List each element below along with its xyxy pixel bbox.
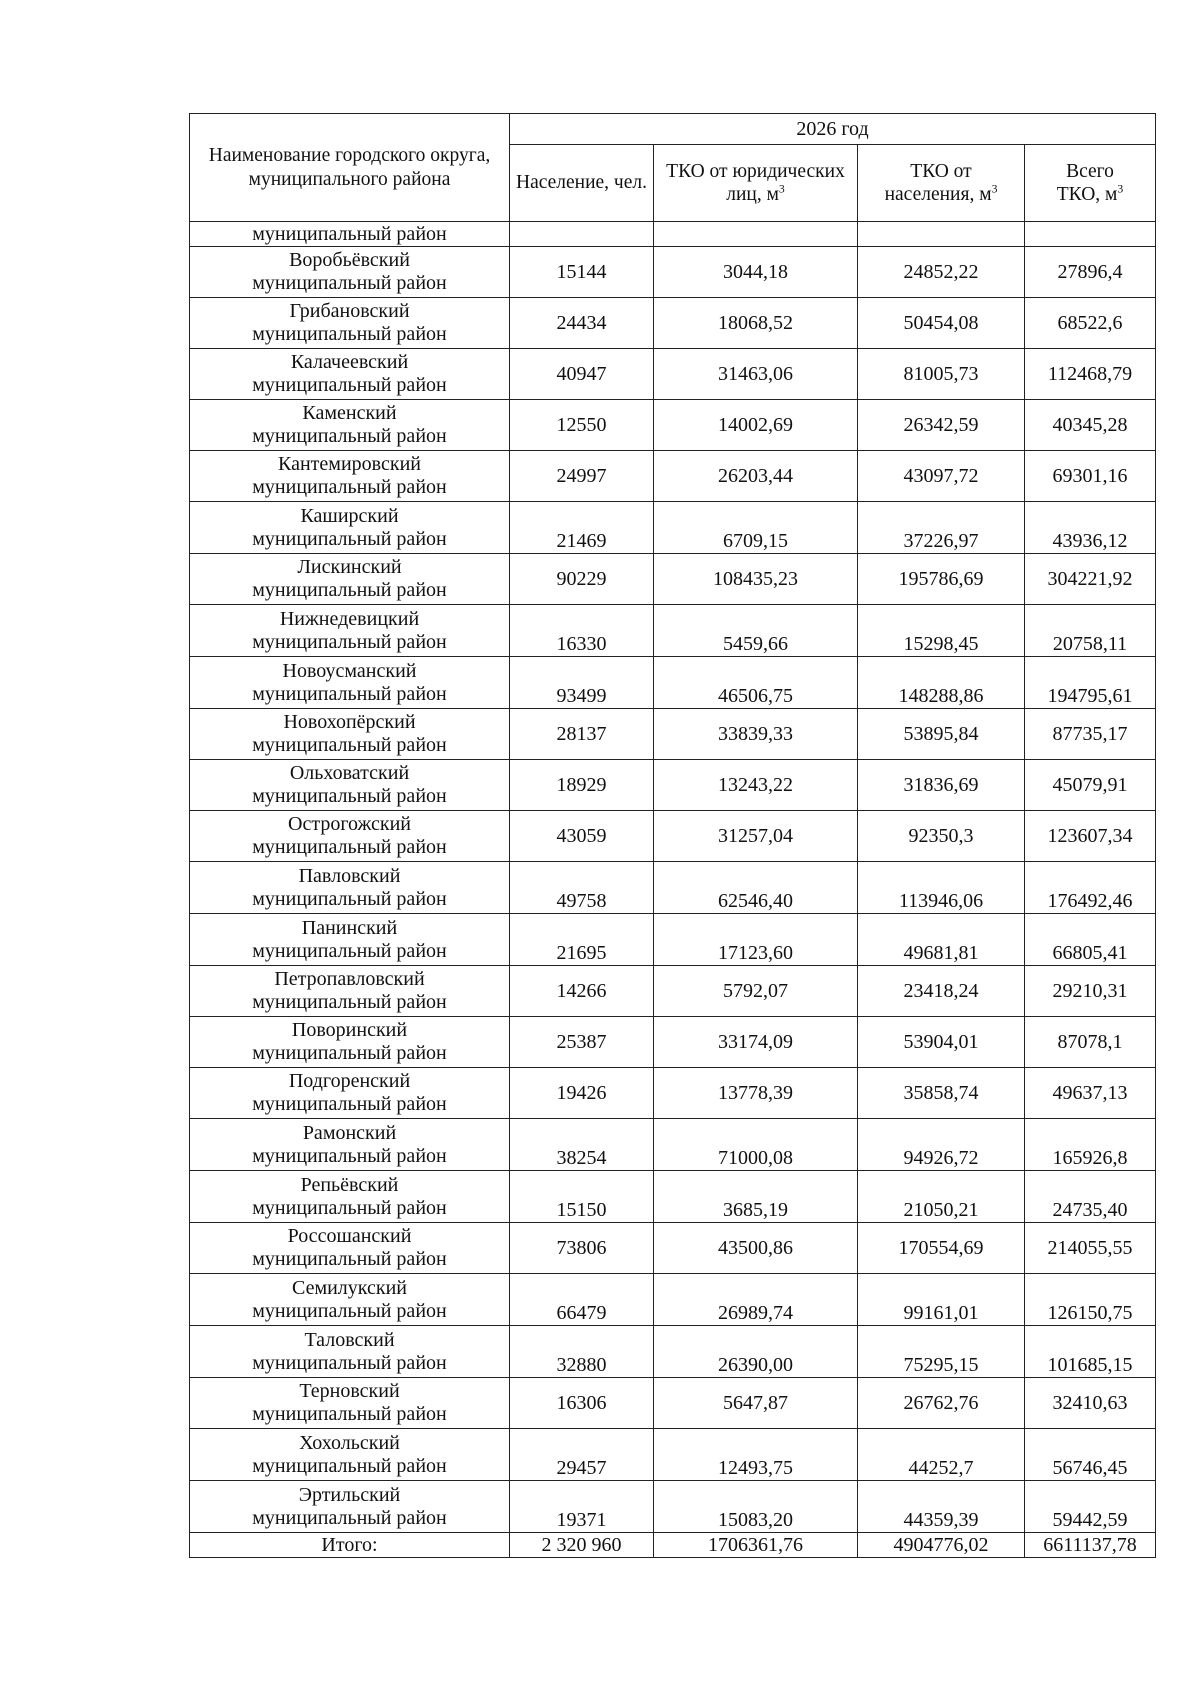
table-row bbox=[190, 657, 1156, 709]
total-waste-cell: 59442,59 bbox=[1025, 1481, 1156, 1533]
population-cell: 21469 bbox=[510, 502, 654, 554]
legal-waste-cell: 6709,15 bbox=[654, 502, 858, 554]
population-cell: 14266 bbox=[510, 966, 654, 1017]
total-waste-cell: 24735,40 bbox=[1025, 1171, 1156, 1223]
population-cell: 43059 bbox=[510, 811, 654, 862]
total-label: Итого: bbox=[190, 1533, 510, 1558]
municipality-name-line2: муниципальный район bbox=[252, 425, 447, 447]
municipality-name-line2: муниципальный район bbox=[252, 1042, 447, 1064]
legal-waste-cell: 18068,52 bbox=[654, 298, 858, 349]
population-cell: 40947 bbox=[510, 349, 654, 400]
municipality-name-line1: Хохольский bbox=[299, 1431, 400, 1454]
total-waste-cell: 49637,13 bbox=[1025, 1068, 1156, 1119]
table-row bbox=[190, 1171, 1156, 1223]
table-row bbox=[190, 1274, 1156, 1326]
population-cell: 32880 bbox=[510, 1326, 654, 1378]
residents-waste-cell: 195786,69 bbox=[858, 554, 1025, 605]
total-all-waste: 6611137,78 bbox=[1025, 1533, 1156, 1558]
municipality-name-line2: муниципальный район bbox=[252, 1454, 447, 1477]
table-row bbox=[190, 502, 1156, 554]
legal-waste-cell: 71000,08 bbox=[654, 1119, 858, 1171]
cube-superscript: 3 bbox=[1117, 182, 1124, 196]
table-row bbox=[190, 1326, 1156, 1378]
legal-waste-cell: 46506,75 bbox=[654, 657, 858, 709]
municipality-name-line1: Терновский bbox=[299, 1380, 400, 1402]
municipality-name-line2: муниципальный район bbox=[252, 836, 447, 858]
residents-waste-cell: 23418,24 bbox=[858, 966, 1025, 1017]
legal-waste-cell: 5792,07 bbox=[654, 966, 858, 1017]
total-row bbox=[190, 1533, 1156, 1558]
legal-waste-cell: 5459,66 bbox=[654, 605, 858, 657]
legal-waste-cell: 33839,33 bbox=[654, 709, 858, 760]
residents-waste-cell: 37226,97 bbox=[858, 502, 1025, 554]
population-cell: 38254 bbox=[510, 1119, 654, 1171]
residents-waste-cell: 148288,86 bbox=[858, 657, 1025, 709]
total-waste-cell: 56746,45 bbox=[1025, 1429, 1156, 1481]
municipality-name-line2: муниципальный район bbox=[252, 323, 447, 345]
legal-waste-cell: 26390,00 bbox=[654, 1326, 858, 1378]
legal-waste-cell: 12493,75 bbox=[654, 1429, 858, 1481]
municipality-name-line1: Эртильский bbox=[298, 1483, 401, 1506]
population-cell: 90229 bbox=[510, 554, 654, 605]
municipality-name bbox=[190, 966, 510, 1017]
municipality-name-line1: Таловский bbox=[304, 1328, 395, 1351]
municipality-name-line1: Грибановский bbox=[289, 300, 410, 322]
legal-waste-cell: 3044,18 bbox=[654, 247, 858, 298]
municipality-name-line2: муниципальный район bbox=[252, 1144, 447, 1167]
municipality-column-header: Наименование городского округа, муниципального района bbox=[190, 114, 510, 222]
empty-cell bbox=[654, 222, 858, 247]
municipality-name bbox=[190, 605, 510, 657]
municipality-name bbox=[190, 760, 510, 811]
table-row bbox=[190, 554, 1156, 605]
residents-waste-cell: 44252,7 bbox=[858, 1429, 1025, 1481]
total-legal-waste: 1706361,76 bbox=[654, 1533, 858, 1558]
residents-waste-cell: 81005,73 bbox=[858, 349, 1025, 400]
population-cell: 29457 bbox=[510, 1429, 654, 1481]
municipality-name-line1: Каменский bbox=[302, 402, 397, 424]
municipality-name-line2: муниципальный район bbox=[252, 1351, 447, 1374]
population-cell: 24434 bbox=[510, 298, 654, 349]
cube-superscript: 3 bbox=[778, 182, 785, 196]
municipality-name-line1: Репьёвский bbox=[300, 1173, 399, 1196]
population-cell: 28137 bbox=[510, 709, 654, 760]
municipality-name-line2: муниципальный район bbox=[252, 734, 447, 756]
municipality-name bbox=[190, 1171, 510, 1223]
municipality-name-line1: Нижнедевицкий bbox=[279, 607, 420, 630]
municipality-name bbox=[190, 1429, 510, 1481]
legal-waste-cell: 33174,09 bbox=[654, 1017, 858, 1068]
table-row bbox=[190, 400, 1156, 451]
continuation-label: муниципальный район bbox=[190, 222, 510, 247]
legal-waste-cell: 5647,87 bbox=[654, 1378, 858, 1429]
population-cell: 24997 bbox=[510, 451, 654, 502]
residents-waste-cell: 53895,84 bbox=[858, 709, 1025, 760]
year-header: 2026 год bbox=[510, 114, 1156, 145]
municipality-name-line2: муниципальный район bbox=[252, 579, 447, 601]
waste-volume-table bbox=[189, 113, 1156, 1558]
table-row bbox=[190, 298, 1156, 349]
municipality-name-line2: муниципальный район bbox=[252, 939, 447, 962]
legal-waste-cell: 26989,74 bbox=[654, 1274, 858, 1326]
municipality-name bbox=[190, 1481, 510, 1533]
continuation-row bbox=[190, 222, 1156, 247]
population-cell: 19371 bbox=[510, 1481, 654, 1533]
municipality-name-line2: муниципальный район bbox=[252, 1248, 447, 1270]
municipality-name-line1: Петропавловский bbox=[274, 968, 425, 990]
table-row bbox=[190, 1119, 1156, 1171]
table-row bbox=[190, 914, 1156, 966]
total-waste-column-header bbox=[1025, 145, 1156, 222]
municipality-name-line1: Павловский bbox=[298, 864, 401, 887]
municipality-name bbox=[190, 811, 510, 862]
municipality-name bbox=[190, 298, 510, 349]
population-cell: 66479 bbox=[510, 1274, 654, 1326]
municipality-name bbox=[190, 1017, 510, 1068]
residents-waste-cell: 49681,81 bbox=[858, 914, 1025, 966]
population-cell: 18929 bbox=[510, 760, 654, 811]
total-waste-cell: 165926,8 bbox=[1025, 1119, 1156, 1171]
municipality-name-line1: Подгоренский bbox=[288, 1070, 411, 1092]
municipality-name-line2: муниципальный район bbox=[252, 1506, 447, 1529]
municipality-name-line2: муниципальный район bbox=[252, 476, 447, 498]
municipality-name bbox=[190, 502, 510, 554]
municipality-name bbox=[190, 914, 510, 966]
municipality-name-line1: Ольховатский bbox=[289, 762, 410, 784]
table-row bbox=[190, 1223, 1156, 1274]
population-cell: 16306 bbox=[510, 1378, 654, 1429]
residents-waste-cell: 44359,39 bbox=[858, 1481, 1025, 1533]
municipality-name bbox=[190, 1326, 510, 1378]
residents-waste-cell: 26342,59 bbox=[858, 400, 1025, 451]
empty-cell bbox=[1025, 222, 1156, 247]
residents-waste-cell: 24852,22 bbox=[858, 247, 1025, 298]
municipality-name bbox=[190, 709, 510, 760]
legal-header-line1: ТКО от юридических bbox=[666, 160, 845, 182]
municipality-name-line1: Каширский bbox=[300, 504, 399, 527]
total-waste-cell: 194795,61 bbox=[1025, 657, 1156, 709]
residents-waste-column-header bbox=[858, 145, 1025, 222]
residents-waste-cell: 113946,06 bbox=[858, 862, 1025, 914]
municipality-name bbox=[190, 400, 510, 451]
municipality-name-line1: Новохопёрский bbox=[283, 711, 416, 733]
legal-waste-cell: 31463,06 bbox=[654, 349, 858, 400]
legal-waste-cell: 26203,44 bbox=[654, 451, 858, 502]
total-waste-cell: 32410,63 bbox=[1025, 1378, 1156, 1429]
total-waste-cell: 27896,4 bbox=[1025, 247, 1156, 298]
total-population: 2 320 960 bbox=[510, 1533, 654, 1558]
total-waste-cell: 87735,17 bbox=[1025, 709, 1156, 760]
table-row bbox=[190, 1481, 1156, 1533]
population-cell: 15150 bbox=[510, 1171, 654, 1223]
population-cell: 15144 bbox=[510, 247, 654, 298]
legal-waste-cell: 14002,69 bbox=[654, 400, 858, 451]
municipality-name-line2: муниципальный район bbox=[252, 682, 447, 705]
total-waste-cell: 69301,16 bbox=[1025, 451, 1156, 502]
municipality-name-line1: Рамонский bbox=[302, 1121, 397, 1144]
residents-waste-cell: 26762,76 bbox=[858, 1378, 1025, 1429]
municipality-name bbox=[190, 1378, 510, 1429]
legal-waste-cell: 3685,19 bbox=[654, 1171, 858, 1223]
residents-waste-cell: 75295,15 bbox=[858, 1326, 1025, 1378]
legal-waste-cell: 108435,23 bbox=[654, 554, 858, 605]
residents-waste-cell: 15298,45 bbox=[858, 605, 1025, 657]
municipality-name bbox=[190, 349, 510, 400]
table-row bbox=[190, 1429, 1156, 1481]
total-waste-cell: 101685,15 bbox=[1025, 1326, 1156, 1378]
total-waste-cell: 29210,31 bbox=[1025, 966, 1156, 1017]
table-row bbox=[190, 451, 1156, 502]
total-waste-cell: 112468,79 bbox=[1025, 349, 1156, 400]
cube-superscript: 3 bbox=[991, 182, 998, 196]
municipality-name-line1: Россошанский bbox=[287, 1225, 412, 1247]
legal-waste-cell: 62546,40 bbox=[654, 862, 858, 914]
municipality-name-line2: муниципальный район bbox=[252, 1299, 447, 1322]
municipality-name-line2: муниципальный район bbox=[252, 630, 447, 653]
municipality-name-line2: муниципальный район bbox=[252, 887, 447, 910]
population-cell: 73806 bbox=[510, 1223, 654, 1274]
total-residents-waste: 4904776,02 bbox=[858, 1533, 1025, 1558]
residents-waste-cell: 31836,69 bbox=[858, 760, 1025, 811]
total-header-line1: Всего bbox=[1066, 160, 1114, 182]
municipality-name-line2: муниципальный район bbox=[252, 991, 447, 1013]
residents-waste-cell: 43097,72 bbox=[858, 451, 1025, 502]
total-header-line2: ТКО, м bbox=[1056, 184, 1118, 205]
population-column-header: Население, чел. bbox=[510, 145, 654, 222]
table-row bbox=[190, 760, 1156, 811]
population-cell: 21695 bbox=[510, 914, 654, 966]
municipality-name bbox=[190, 1068, 510, 1119]
legal-waste-cell: 43500,86 bbox=[654, 1223, 858, 1274]
legal-waste-cell: 15083,20 bbox=[654, 1481, 858, 1533]
total-waste-cell: 123607,34 bbox=[1025, 811, 1156, 862]
table-row bbox=[190, 247, 1156, 298]
municipality-name-line2: муниципальный район bbox=[252, 1403, 447, 1425]
legal-waste-cell: 31257,04 bbox=[654, 811, 858, 862]
residents-waste-cell: 50454,08 bbox=[858, 298, 1025, 349]
municipality-name-line1: Лискинский bbox=[297, 556, 402, 578]
municipality-name-line2: муниципальный район bbox=[252, 374, 447, 396]
legal-waste-cell: 13243,22 bbox=[654, 760, 858, 811]
table-row bbox=[190, 1068, 1156, 1119]
table-row bbox=[190, 1017, 1156, 1068]
total-waste-cell: 43936,12 bbox=[1025, 502, 1156, 554]
table-row bbox=[190, 709, 1156, 760]
municipality-name-line1: Панинский bbox=[301, 916, 398, 939]
total-waste-cell: 45079,91 bbox=[1025, 760, 1156, 811]
legal-entities-waste-column-header bbox=[654, 145, 858, 222]
municipality-name bbox=[190, 451, 510, 502]
population-cell: 16330 bbox=[510, 605, 654, 657]
residents-header-line1: ТКО от bbox=[910, 160, 972, 182]
municipality-name bbox=[190, 657, 510, 709]
municipality-name bbox=[190, 1274, 510, 1326]
residents-waste-cell: 53904,01 bbox=[858, 1017, 1025, 1068]
residents-waste-cell: 99161,01 bbox=[858, 1274, 1025, 1326]
residents-waste-cell: 35858,74 bbox=[858, 1068, 1025, 1119]
population-cell: 19426 bbox=[510, 1068, 654, 1119]
municipality-name-line2: муниципальный район bbox=[252, 785, 447, 807]
total-waste-cell: 176492,46 bbox=[1025, 862, 1156, 914]
municipality-name-line1: Острогожский bbox=[288, 813, 411, 835]
municipality-name-line1: Семилукский bbox=[291, 1276, 408, 1299]
residents-waste-cell: 170554,69 bbox=[858, 1223, 1025, 1274]
table-row bbox=[190, 349, 1156, 400]
total-waste-cell: 87078,1 bbox=[1025, 1017, 1156, 1068]
table-row bbox=[190, 811, 1156, 862]
total-waste-cell: 68522,6 bbox=[1025, 298, 1156, 349]
residents-header-line2: населения, м bbox=[884, 184, 992, 205]
municipality-name-line2: муниципальный район bbox=[252, 527, 447, 550]
residents-waste-cell: 92350,3 bbox=[858, 811, 1025, 862]
municipality-name-line1: Поворинский bbox=[291, 1019, 408, 1041]
municipality-name bbox=[190, 554, 510, 605]
municipality-name-line2: муниципальный район bbox=[252, 272, 447, 294]
municipality-name-line1: Новоусманский bbox=[282, 659, 417, 682]
municipality-name bbox=[190, 1223, 510, 1274]
total-waste-cell: 66805,41 bbox=[1025, 914, 1156, 966]
municipality-name bbox=[190, 862, 510, 914]
municipality-name-line2: муниципальный район bbox=[252, 1196, 447, 1219]
population-cell: 93499 bbox=[510, 657, 654, 709]
municipality-name-line1: Калачеевский bbox=[290, 351, 409, 373]
residents-waste-cell: 21050,21 bbox=[858, 1171, 1025, 1223]
municipality-name-line1: Кантемировский bbox=[278, 453, 421, 475]
table-row bbox=[190, 966, 1156, 1017]
legal-waste-cell: 17123,60 bbox=[654, 914, 858, 966]
total-waste-cell: 40345,28 bbox=[1025, 400, 1156, 451]
population-cell: 49758 bbox=[510, 862, 654, 914]
table-row bbox=[190, 862, 1156, 914]
empty-cell bbox=[510, 222, 654, 247]
total-waste-cell: 20758,11 bbox=[1025, 605, 1156, 657]
table-row bbox=[190, 1378, 1156, 1429]
legal-header-line2: лиц, м bbox=[726, 184, 779, 205]
empty-cell bbox=[858, 222, 1025, 247]
population-cell: 12550 bbox=[510, 400, 654, 451]
legal-waste-cell: 13778,39 bbox=[654, 1068, 858, 1119]
municipality-name-line2: муниципальный район bbox=[252, 1093, 447, 1115]
table-row bbox=[190, 605, 1156, 657]
total-waste-cell: 126150,75 bbox=[1025, 1274, 1156, 1326]
residents-waste-cell: 94926,72 bbox=[858, 1119, 1025, 1171]
total-waste-cell: 304221,92 bbox=[1025, 554, 1156, 605]
municipality-name-line1: Воробьёвский bbox=[289, 249, 410, 271]
municipality-name bbox=[190, 247, 510, 298]
total-waste-cell: 214055,55 bbox=[1025, 1223, 1156, 1274]
municipality-name bbox=[190, 1119, 510, 1171]
population-cell: 25387 bbox=[510, 1017, 654, 1068]
